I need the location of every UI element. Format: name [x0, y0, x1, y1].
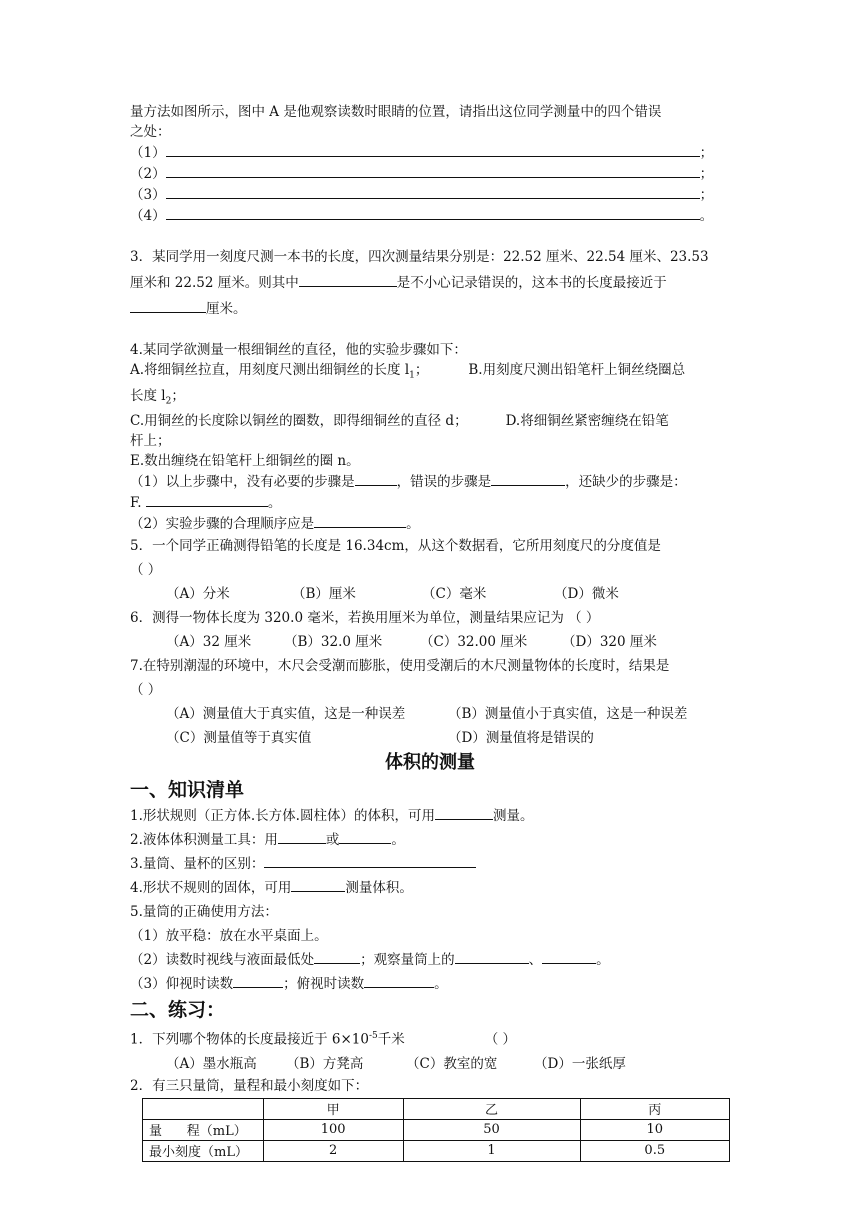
item-end: 。 [699, 208, 714, 224]
table-cell: 0.5 [580, 1140, 729, 1161]
k52-sep: 、 [528, 952, 543, 969]
option-c[interactable]: （C）测量值等于真实值 [166, 730, 312, 747]
k52-blank-3[interactable] [542, 949, 596, 964]
sub2-text: （2）实验步骤的合理顺序应是 [130, 516, 315, 533]
sub1-f-label: F. [130, 495, 142, 512]
k52-blank-2[interactable] [455, 949, 529, 964]
option-c[interactable]: （C）32.00 厘米 [420, 634, 528, 651]
intro-line-2: 之处： [130, 124, 171, 140]
k52-text-a: （2）读数时视线与液面最低处 [130, 952, 315, 969]
step-c: C.用铜丝的长度除以铜丝的圈数，即得细铜丝的直径 d； [130, 413, 468, 430]
sub2-blank[interactable] [314, 513, 406, 528]
k4-end: 测量体积。 [345, 880, 413, 897]
q3-text-b: 是不小心记录错误的，这本书的长度最接近于 [396, 275, 667, 291]
q4-step-e: E.数出缠绕在铅笔杆上细铜丝的圈 n。 [130, 453, 360, 470]
q3-text-a: 厘米和 22.52 厘米。则其中 [130, 275, 299, 291]
sub1-text-b: ，错误的步骤是 [396, 474, 492, 491]
error-item-3 [130, 184, 730, 205]
item-end: ； [699, 145, 714, 161]
practice-1 [130, 1024, 730, 1052]
option-c[interactable]: （C）教室的宽 [406, 1055, 498, 1072]
k52-blank-1[interactable] [314, 949, 360, 964]
sub1-end: 。 [267, 495, 282, 512]
k2-text: 2.液体体积测量工具：用 [130, 832, 278, 849]
q5-options [130, 582, 730, 606]
knowledge-heading: 一、知识清单 [130, 779, 245, 802]
k53-text-b: ；俯视时读数 [283, 976, 365, 993]
k2-blank-2[interactable] [339, 829, 391, 844]
practice-2: 2．有三只量筒，量程和最小刻度如下： [130, 1077, 369, 1094]
q3-line-1: 3．某同学用一刻度尺测一本书的长度，四次测量结果分别是：22.52 厘米、22.54 厘米、23.53 [130, 249, 709, 265]
table-header: 乙 [403, 1098, 580, 1119]
q3-line-2 [130, 270, 730, 296]
table-cell: 10 [580, 1119, 729, 1140]
q7-options-ab [130, 702, 730, 726]
item-end: ； [699, 166, 714, 182]
option-d[interactable]: （D）320 厘米 [562, 634, 657, 651]
step-d: D.将细铜丝紧密缠绕在铅笔 [505, 413, 669, 430]
option-b[interactable]: （B）厘米 [292, 586, 356, 603]
q3-line-3 [130, 296, 730, 322]
p1-text: 1．下列哪个物体的长度最接近于 6×10 [130, 1031, 369, 1048]
k1-end: 测量。 [492, 808, 534, 825]
p1-unit: 千米 [377, 1031, 405, 1048]
q7-line-1: 7.在特别潮湿的环境中，木尺会受潮而膨胀，使用受潮后的木尺测量物体的长度时，结果是 [130, 658, 670, 675]
answer-blank[interactable] [166, 205, 700, 220]
item-label: （3） [130, 187, 166, 203]
step-b-cont: 长度 l [130, 387, 166, 404]
q7-line-2: （ ） [130, 682, 162, 699]
intro-line-1: 量方法如图所示，图中 A 是他观察读数时眼睛的位置，请指出这位同学测量中的四个错误 [130, 104, 662, 120]
table-cell [143, 1098, 264, 1119]
knowledge-3 [130, 852, 730, 876]
q4-steps-ab [130, 360, 730, 386]
option-d[interactable]: （D）一张纸厚 [534, 1055, 626, 1072]
document-page [130, 102, 730, 1162]
k53-blank-1[interactable] [233, 973, 283, 988]
step-b-end: ； [171, 387, 185, 404]
table-cell: 100 [263, 1119, 403, 1140]
knowledge-4 [130, 876, 730, 900]
q3-text-c: 厘米。 [206, 301, 247, 317]
item-label: （1） [130, 145, 166, 161]
k4-blank[interactable] [291, 877, 345, 892]
sub2-end: 。 [406, 516, 420, 533]
table-cell: 最小刻度（mL） [143, 1140, 264, 1161]
knowledge-2 [130, 828, 730, 852]
k1-blank[interactable] [435, 805, 493, 820]
item-label: （4） [130, 208, 166, 224]
knowledge-1 [130, 804, 730, 828]
error-item-4 [130, 205, 730, 226]
step-a: A.将细铜丝拉直，用刻度尺测出细铜丝的长度 l [130, 362, 410, 378]
table-row [143, 1140, 730, 1161]
q6-line-1: 6．测得一物体长度为 320.0 毫米，若换用厘米为单位，测量结果应记为 （ ） [130, 610, 600, 627]
answer-blank[interactable] [166, 163, 700, 178]
q3-blank-1[interactable] [299, 272, 397, 287]
option-d[interactable]: （D）微米 [554, 586, 619, 603]
option-a[interactable]: （A）32 厘米 [166, 634, 252, 651]
p1-exponent: -5 [368, 1031, 378, 1042]
k2-blank-1[interactable] [278, 829, 326, 844]
answer-blank[interactable] [166, 184, 700, 199]
error-item-2 [130, 163, 730, 184]
sub1-blank-1[interactable] [355, 471, 397, 486]
q7-options-cd [130, 726, 730, 750]
option-b[interactable]: （B）测量值小于真实值，这是一种误差 [448, 706, 688, 723]
sub1-text-c: ，还缺少的步骤是： [565, 474, 687, 491]
k2-or: 或 [325, 832, 340, 849]
option-d[interactable]: （D）测量值将是错误的 [448, 730, 594, 747]
q4-title: 4.某同学欲测量一根细铜丝的直径，他的实验步骤如下： [130, 342, 467, 358]
option-b[interactable]: （B）32.0 厘米 [284, 634, 383, 651]
q6-options [130, 630, 730, 654]
k53-end: 。 [434, 976, 448, 993]
k52-text-b: ；观察量筒上的 [360, 952, 455, 969]
table-cell: 量 程（mL） [143, 1119, 264, 1140]
answer-blank[interactable] [166, 142, 700, 157]
q3-blank-2[interactable] [130, 298, 206, 313]
q4-step-b-cont [130, 386, 730, 412]
table-header-row [143, 1098, 730, 1119]
k53-text-a: （3）仰视时读数 [130, 976, 234, 993]
q5-line-1: 5．一个同学正确测得铅笔的长度是 16.34cm，从这个数据看，它所用刻度尺的分度值是 [130, 538, 661, 555]
q5-line-2: （ ） [130, 562, 162, 579]
step-a-sub: 1 [409, 370, 415, 381]
step-b-sub: 2 [165, 396, 172, 407]
option-a[interactable]: （A）墨水瓶高 [166, 1055, 257, 1072]
step-a-end: ； [414, 362, 429, 378]
option-c[interactable]: （C）毫米 [422, 586, 487, 603]
q4-sub-1-f [130, 492, 730, 513]
knowledge-5-3 [130, 972, 730, 996]
q4-sub-1 [130, 471, 730, 492]
k1-text: 1.形状规则（正方体.长方体.圆柱体）的体积，可用 [130, 808, 435, 825]
item-label: （2） [130, 166, 166, 182]
k4-text: 4.形状不规则的固体，可用 [130, 880, 292, 897]
practice-heading: 二、练习： [130, 999, 226, 1022]
knowledge-5-1: （1）放平稳：放在水平桌面上。 [130, 928, 328, 945]
option-a[interactable]: （A）分米 [166, 586, 230, 603]
table-row [143, 1119, 730, 1140]
q4-step-d-cont: 杆上； [130, 433, 171, 450]
sub1-blank-3[interactable] [146, 492, 268, 507]
k53-blank-2[interactable] [364, 973, 434, 988]
section-title: 体积的测量 [385, 752, 475, 774]
cylinder-table [142, 1098, 730, 1162]
table-header: 甲 [263, 1098, 403, 1119]
option-a[interactable]: （A）测量值大于真实值，这是一种误差 [166, 706, 406, 723]
p1-answer-paren: （ ） [484, 1031, 517, 1048]
error-item-1 [130, 142, 730, 163]
option-b[interactable]: （B）方凳高 [286, 1055, 364, 1072]
knowledge-5: 5.量筒的正确使用方法： [130, 904, 278, 921]
sub1-blank-2[interactable] [491, 471, 565, 486]
practice-1-options [130, 1052, 730, 1076]
k52-end: 。 [596, 952, 610, 969]
knowledge-5-2 [130, 948, 730, 972]
sub1-text-a: （1）以上步骤中，没有必要的步骤是 [130, 474, 355, 491]
item-end: ； [699, 187, 714, 203]
k2-end: 。 [391, 832, 405, 849]
table-cell: 50 [403, 1119, 580, 1140]
step-b: B.用刻度尺测出铅笔杆上铜丝绕圈总 [468, 362, 686, 378]
k3-text: 3.量筒、量杯的区别： [130, 856, 265, 873]
table-cell: 1 [403, 1140, 580, 1161]
q4-steps-cd [130, 411, 730, 431]
q4-sub-2 [130, 513, 730, 534]
table-cell: 2 [263, 1140, 403, 1161]
k3-blank[interactable] [264, 853, 476, 868]
table-header: 丙 [580, 1098, 729, 1119]
